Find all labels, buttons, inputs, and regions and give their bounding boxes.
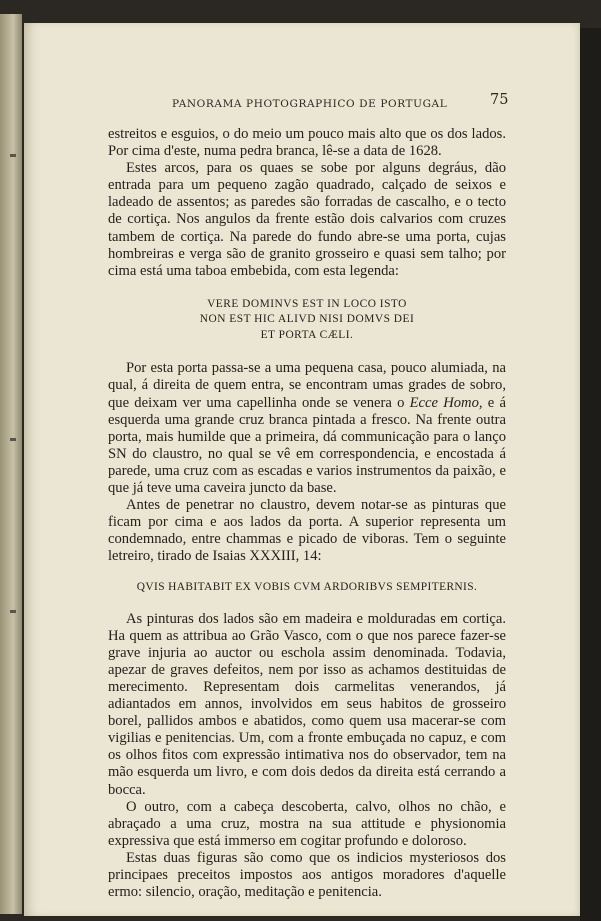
margin-mark (10, 438, 16, 441)
margin-mark (10, 610, 16, 613)
paragraph: O outro, com a cabeça descoberta, calvo, olhos no chão, e abraçado a uma cruz, mostra na sua attitude e physionomia expressiva que está immerso em cogitar profundo e doloroso. (108, 798, 506, 849)
inscription-block (108, 297, 506, 344)
margin-mark (10, 154, 16, 157)
paragraph-text: Por esta porta passa-se a uma pequena casa, pouco alumiada, na qual, á direita de quem entra, se encontram umas grades de sobro, que deixam ver uma capellinha onde se venera o (108, 360, 506, 411)
page-number: 75 (490, 92, 509, 108)
page-header (150, 72, 510, 110)
paragraph-text: e á esquerda uma grande cruz branca pintada a fresco. Na frente outra porta, mais humilde que a primeira, dá communicação para o lanço SN do claustro, no qual se vê em correspondencia, e encostada á parede, uma cruz com as escadas e varios instrumentos da paixão, e que já teve uma caveira juncto da base. (108, 394, 506, 496)
body-text (108, 126, 506, 901)
paragraph: Estas duas figuras são como que os indicios mysteriosos dos principaes preceitos impostos aos antigos moradores d'aquelle ermo: silencio, oração, meditação e penitencia. (108, 849, 506, 901)
paragraph (108, 360, 506, 497)
paragraph: estreitos e esguios, o do meio um pouco mais alto que os dos lados. Por cima d'este, numa pedra branca, lê-se a data de 1628. (108, 126, 506, 160)
page-shadow (580, 28, 601, 921)
paragraph: As pinturas dos lados são em madeira e molduradas em cortiça. Ha quem as attribua ao Grão Vasco, com o que nos parece fazer-se grave injuria ao auctor ou eschola assim denominada. Todavia, apezar de graves defeitos, nem por isso as achamos destituidas de merecimento. Representam dois carmelitas venerandos, já adiantados em annos, involvidos em seus habitos de grosseiro borel, pallidos ambos e abatidos, como quem usa macerar-se com vigilias e penitencias. Um, com a fronte embuçada no capuz, e com os olhos fitos com expressão intimativa nos do observador, tem na mão esquerda um livro, e com dois dedos da direita está cerrando a bocca. (108, 610, 506, 798)
facing-page-edge (0, 14, 22, 914)
running-head: PANORAMA PHOTOGRAPHICO DE PORTUGAL (172, 98, 448, 110)
inscription-line: ET PORTA CÆLI. (260, 328, 354, 341)
inscription-line: NON EST HIC ALIVD NISI DOMVS DEI (199, 313, 415, 326)
inscription-line: VERE DOMINVS EST IN LOCO ISTO (207, 297, 407, 310)
italic-phrase: Ecce Homo, (409, 394, 483, 411)
inscription-quote: QVIS HABITABIT EX VOBIS CVM ARDORIBVS SEMPITERNIS. (136, 581, 478, 594)
paragraph: Antes de penetrar no claustro, devem notar-se as pinturas que ficam por cima e aos lados da porta. A superior representa um condemnado, entre chammas e picado de viboras. Tem o seguinte letreiro, tirado de Isaias XXXIII, 14: (108, 497, 506, 565)
paragraph: Estes arcos, para os quaes se sobe por alguns degráus, dão entrada para um pequeno zagão quadrado, calçado de seixos e ladeado de assentos; as paredes são forradas de cascalho, e o tecto de cortiça. Nos angulos da frente estão dois calvarios com cruzes tambem de cortiça. Na parede do fundo abre-se uma porta, cujas hombreiras e verga são de granito grosseiro e quasi sem talho; por cima está uma taboa embebida, com esta legenda: (108, 160, 506, 279)
